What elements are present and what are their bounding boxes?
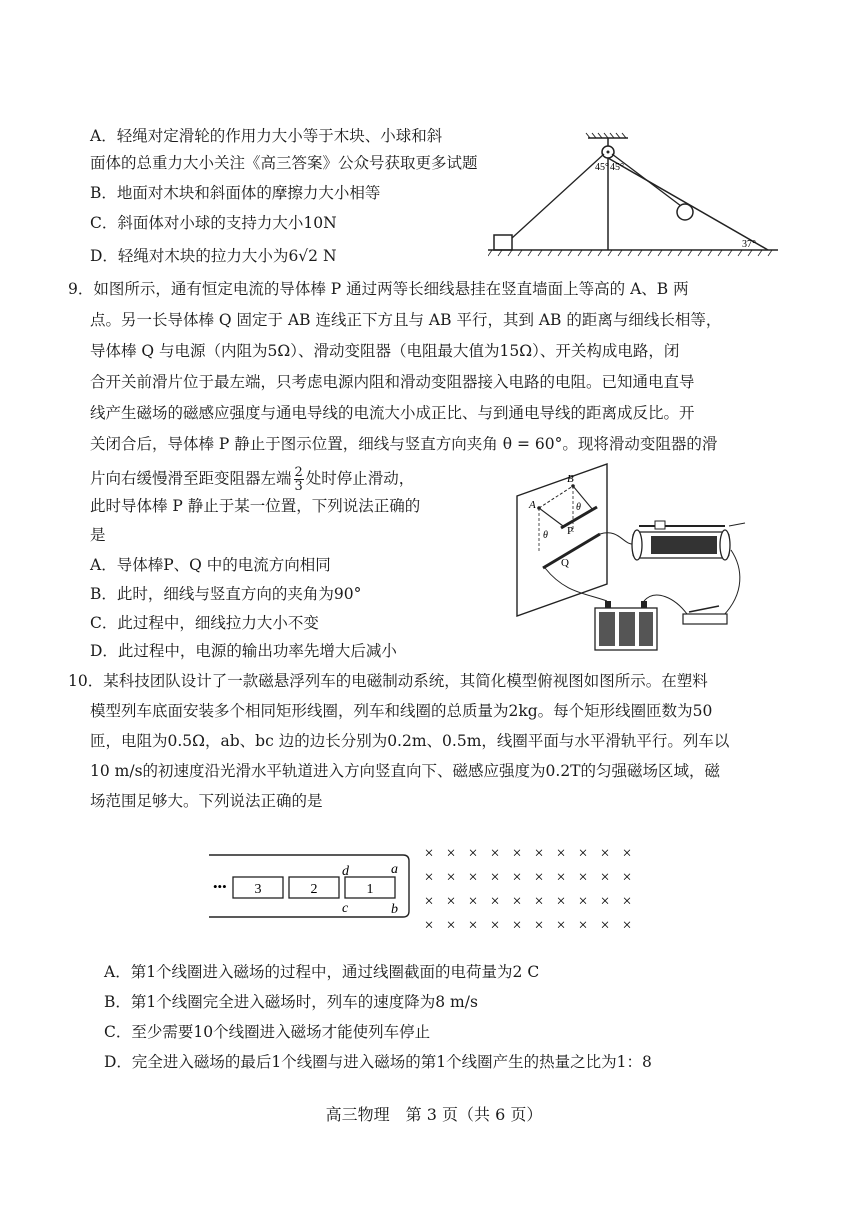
rheostat-icon — [632, 521, 745, 560]
q10-option-c: C．至少需要10个线圈进入磁场才能使列车停止 — [104, 1023, 431, 1041]
field-cross-mark: × — [534, 893, 544, 910]
q9-line5: 线产生磁场的磁感应强度与通电导线的电流大小成正比、与到通电导线的距离成反比。开 — [90, 404, 695, 422]
q9-figure — [505, 458, 755, 663]
fraction-numerator: 2 — [294, 465, 303, 480]
field-cross-mark: × — [512, 845, 522, 862]
q8-option-d-prefix: D．轻绳对木块的拉力大小为 — [90, 247, 289, 265]
fraction — [294, 466, 304, 493]
field-cross-mark: × — [534, 917, 544, 934]
q9-line1: 9．如图所示，通有恒定电流的导体棒 P 通过两等长细线悬挂在竖直墙面上等高的 A、B 两 — [68, 280, 689, 298]
q9-option-b: B．此时，细线与竖直方向的夹角为90° — [90, 585, 362, 603]
field-cross-mark: × — [490, 893, 500, 910]
field-cross-mark: × — [468, 893, 478, 910]
field-cross-mark: × — [468, 869, 478, 886]
field-cross-mark: × — [446, 869, 456, 886]
field-cross-mark: × — [578, 845, 588, 862]
q8-option-d — [90, 246, 337, 266]
field-cross-mark: × — [468, 917, 478, 934]
page-footer: 高三物理 第 3 页（共 6 页） — [325, 1105, 543, 1124]
fig9-label-q: Q — [561, 557, 569, 569]
q9-option-c: C．此过程中，细线拉力大小不变 — [90, 614, 319, 632]
field-cross-mark: × — [446, 917, 456, 934]
label-c: c — [342, 901, 349, 916]
q9-option-a: A．导体棒P、Q 中的电流方向相同 — [90, 556, 331, 574]
slope-angle-label: 37° — [742, 239, 756, 250]
q9-line7 — [90, 466, 414, 493]
q8-option-d-value: 6√2 N — [288, 247, 337, 265]
label-b: b — [391, 902, 398, 917]
field-cross-mark: × — [556, 869, 566, 886]
field-cross-mark: × — [556, 917, 566, 934]
fig9-label-a: A — [529, 499, 536, 511]
field-cross-mark: × — [468, 845, 478, 862]
field-cross-mark: × — [534, 869, 544, 886]
field-cross-mark: × — [424, 893, 434, 910]
fig9-theta-right: θ — [576, 502, 581, 513]
field-cross-mark: × — [490, 869, 500, 886]
coil-2-label: 2 — [310, 882, 318, 897]
label-d: d — [342, 864, 349, 879]
q9-line7-post: 处时停止滑动， — [305, 469, 415, 488]
q9-option-d: D．此过程中，电源的输出功率先增大后减小 — [90, 642, 397, 660]
field-cross-mark: × — [534, 845, 544, 862]
q10-option-d: D．完全进入磁场的最后1个线圈与进入磁场的第1个线圈产生的热量之比为1：8 — [104, 1053, 652, 1071]
switch-icon — [683, 606, 727, 624]
q8-option-b: B．地面对木块和斜面体的摩擦力大小相等 — [90, 184, 381, 202]
block-icon — [494, 235, 512, 250]
q10-option-b: B．第1个线圈完全进入磁场时，列车的速度降为8 m/s — [104, 993, 478, 1011]
q10-line2: 模型列车底面安装多个相同矩形线圈，列车和线圈的总质量为2kg。每个矩形线圈匝数为50 — [90, 702, 713, 720]
fig9-label-b: B — [567, 473, 574, 485]
field-cross-mark: × — [512, 869, 522, 886]
q10-line3: 匝，电阻为0.5Ω，ab、bc 边的边长分别为0.2m、0.5m，线圈平面与水平滑轨平行。列车以 — [90, 732, 730, 750]
field-cross-mark: × — [424, 917, 434, 934]
field-cross-mark: × — [512, 917, 522, 934]
ball-icon — [677, 204, 693, 220]
q10-line1: 10．某科技团队设计了一款磁悬浮列车的电磁制动系统，其简化模型俯视图如图所示。在塑料 — [68, 672, 708, 690]
angle-left-label: 45° — [595, 162, 609, 173]
q8-option-c: C．斜面体对小球的支持力大小10N — [90, 214, 337, 232]
q9-line6: 关闭合后，导体棒 P 静止于图示位置，细线与竖直方向夹角 θ = 60°。现将滑动变阻器的滑 — [90, 435, 718, 453]
q9-line8: 此时导体棒 P 静止于某一位置，下列说法正确的 — [90, 497, 421, 515]
q9-line9: 是 — [90, 526, 106, 544]
field-cross-mark: × — [622, 869, 632, 886]
q9-line3: 导体棒 Q 与电源（内阻为5Ω）、滑动变阻器（电阻最大值为15Ω）、开关构成电路，闭 — [90, 342, 680, 360]
q10-line4: 10 m/s的初速度沿光滑水平轨道进入方向竖直向下、磁感应强度为0.2T的匀强磁场区域，磁 — [90, 762, 721, 780]
coil-3-label: 3 — [254, 882, 262, 897]
q10-figure — [205, 840, 645, 936]
field-cross-mark: × — [556, 893, 566, 910]
fig9-label-p: P — [567, 525, 574, 537]
label-a: a — [391, 862, 398, 877]
field-cross-mark: × — [622, 845, 632, 862]
q9-line7-pre: 片向右缓慢滑至距变阻器左端 — [90, 469, 292, 488]
q8-figure — [488, 132, 778, 262]
field-cross-mark: × — [622, 893, 632, 910]
train-continuation-dots: ••• — [213, 879, 227, 894]
field-cross-mark: × — [512, 893, 522, 910]
field-cross-mark: × — [578, 893, 588, 910]
q10-option-a: A．第1个线圈进入磁场的过程中，通过线圈截面的电荷量为2 C — [104, 963, 540, 981]
field-cross-mark: × — [622, 917, 632, 934]
field-cross-mark: × — [446, 845, 456, 862]
q8-option-a-line2: 面体的总重力大小关注《高三答案》公众号获取更多试题 — [90, 154, 478, 172]
field-cross-mark: × — [600, 893, 610, 910]
field-cross-mark: × — [578, 869, 588, 886]
magnetic-field-region — [424, 845, 631, 934]
field-cross-mark: × — [600, 845, 610, 862]
q9-line4: 合开关前滑片位于最左端，只考虑电源内阻和滑动变阻器接入电路的电阻。已知通电直导 — [90, 373, 695, 391]
coil-1-label: 1 — [366, 882, 374, 897]
fig9-theta-left: θ — [543, 530, 548, 541]
q10-line5: 场范围足够大。下列说法正确的是 — [90, 792, 323, 810]
q9-line2: 点。另一长导体棒 Q 固定于 AB 连线正下方且与 AB 平行，其到 AB 的距离与细线长相等， — [90, 311, 722, 329]
fraction-denominator: 3 — [294, 479, 303, 494]
field-cross-mark: × — [600, 917, 610, 934]
field-cross-mark: × — [600, 869, 610, 886]
field-cross-mark: × — [490, 917, 500, 934]
field-cross-mark: × — [556, 845, 566, 862]
field-cross-mark: × — [424, 869, 434, 886]
field-cross-mark: × — [578, 917, 588, 934]
field-cross-mark: × — [490, 845, 500, 862]
q8-option-a-line1: A．轻绳对定滑轮的作用力大小等于木块、小球和斜 — [90, 127, 443, 145]
angle-right-label: 45° — [610, 162, 624, 173]
field-cross-mark: × — [446, 893, 456, 910]
battery-icon — [595, 601, 657, 650]
field-cross-mark: × — [424, 845, 434, 862]
